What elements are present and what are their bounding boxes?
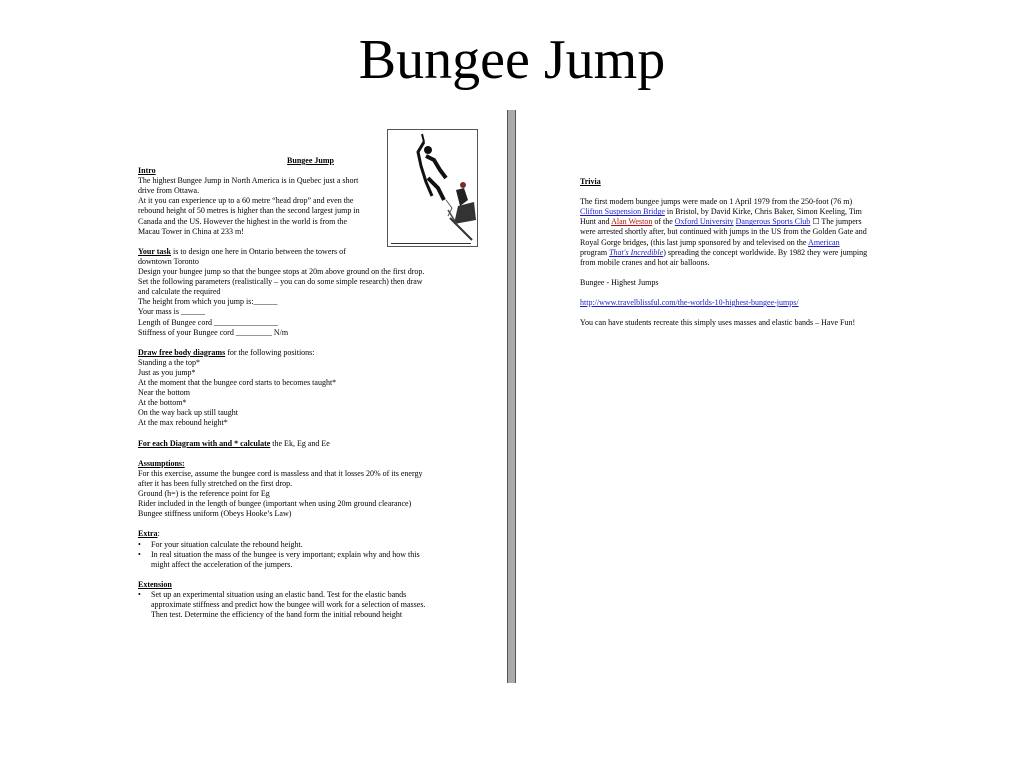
intro-line: rebound height of 50 metres is higher than the second largest jump in	[138, 206, 360, 216]
assumption-line: For this exercise, assume the bungee cord is massless and that it losses 20% of its energy	[138, 468, 423, 478]
trivia-text: ) spreading the concept worldwide. By 1982 they were jumping	[663, 247, 868, 257]
fbd-line: At the max rebound height*	[138, 418, 228, 428]
link-alan-weston[interactable]: Alan Weston	[611, 217, 653, 227]
task-line: Set the following parameters (realistically – you can do some simple research) then draw	[138, 277, 423, 287]
trivia-line: The first modern bungee jumps were made on 1 April 1979 from the 250-foot (76 m)	[580, 197, 853, 207]
fbd-line: At the bottom*	[138, 398, 187, 408]
trivia-text: program	[580, 247, 610, 257]
calc-line	[138, 439, 483, 449]
intro-line: drive from Ottawa.	[138, 186, 200, 196]
right-document-page	[580, 177, 910, 328]
link-dangerous-sports-club[interactable]: Dangerous Sports Club	[735, 217, 811, 227]
trivia-text: Royal Gorge bridges, (this last jump sponsored by and televised on the	[580, 237, 809, 247]
intro-label: Intro	[138, 166, 156, 176]
task-line: Design your bungee jump so that the bungee stops at 20m above ground on the first drop.	[138, 267, 425, 277]
fbd-line: Near the bottom	[138, 388, 190, 398]
page-divider	[507, 110, 516, 683]
trivia-line	[580, 217, 910, 227]
fbd-label: Draw free body diagrams	[138, 347, 226, 357]
doc-heading: Bungee Jump	[287, 156, 334, 165]
intro-line: Canada and the US. However the highest in the world is from the	[138, 216, 348, 226]
task-line	[138, 247, 483, 257]
extension-bullet-item	[138, 590, 483, 620]
fbd-heading	[138, 348, 483, 358]
travelblissful-link[interactable]: http://www.travelblissful.com/the-worlds-10-highest-bungee-jumps/	[580, 298, 799, 308]
assumptions-label: Assumptions:	[138, 458, 185, 468]
link-oxford-university[interactable]: Oxford University	[674, 217, 734, 227]
calc-rest: the Ek, Eg and Ee	[270, 438, 330, 448]
link-thats-incredible[interactable]: That's Incredible	[609, 247, 664, 257]
intro-line: At it you can experience up to a 60 metre “head drop” and even the	[138, 196, 354, 206]
extra-bullet-item	[138, 550, 483, 570]
extra-label: Extra	[138, 529, 158, 539]
link-american[interactable]: American	[808, 237, 840, 247]
trivia-label: Trivia	[580, 177, 601, 186]
task-line-rest: is to design one here in Ontario between the towers of	[170, 246, 346, 256]
fbd-line: On the way back up still taught	[138, 408, 238, 418]
intro-line: The highest Bungee Jump in North America is in Quebec just a short	[138, 176, 359, 186]
intro-line: Macau Tower in China at 233 m!	[138, 226, 244, 236]
task-line: Length of Bungee cord ________________	[138, 317, 278, 327]
closing-line: You can have students recreate this simply uses masses and elastic bands – Have Fun!	[580, 318, 856, 328]
task-label: Your task	[138, 246, 171, 256]
extension-bullet-line: Then test. Determine the efficiency of the band form the initial rebound height	[151, 610, 403, 620]
extra-bullet-line: In real situation the mass of the bungee is very important; explain why and how this	[151, 549, 420, 559]
bullet-glyph: •	[138, 549, 141, 559]
trivia-text: of the	[652, 217, 675, 227]
extra-bullet-item	[138, 540, 483, 550]
left-document-page	[138, 156, 483, 620]
fbd-rest: for the following positions:	[225, 347, 315, 357]
task-line: downtown Toronto	[138, 256, 199, 266]
trivia-line	[580, 248, 910, 258]
trivia-line	[580, 207, 910, 217]
highest-jumps-label: Bungee - Highest Jumps	[580, 277, 659, 287]
task-line: and calculate the required	[138, 287, 221, 297]
bullet-glyph: •	[138, 590, 141, 600]
extra-bullet-line: For your situation calculate the rebound height.	[151, 539, 303, 549]
extra-bullet-line: might affect the acceleration of the jumpers.	[151, 559, 293, 569]
task-line: Stiffness of your Bungee cord _________ N/m	[138, 327, 289, 337]
link-clifton-bridge[interactable]: Clifton Suspension Bridge	[580, 207, 665, 217]
bullet-glyph: •	[138, 539, 141, 549]
task-line: Your mass is ______	[138, 307, 205, 317]
extension-bullet-line: approximate stiffness and predict how the bungee will work for a selection of masses.	[151, 600, 426, 610]
trivia-line: were arrested shortly after, but continued with jumps in the US from the Golden Gate and	[580, 227, 867, 237]
trivia-text: in Bristol, by David Kirke, Chris Baker, Simon Keeling, Tim	[664, 207, 862, 217]
task-line: The height from which you jump is:______	[138, 297, 278, 307]
trivia-line: from mobile cranes and hot air balloons.	[580, 257, 710, 267]
fbd-line: Just as you jump*	[138, 367, 196, 377]
fbd-line: Standing a the top*	[138, 357, 200, 367]
trivia-line	[580, 238, 910, 248]
assumption-line: Rider included in the length of bungee (important when using 20m ground clearance)	[138, 499, 412, 509]
trivia-text: Hunt and	[580, 217, 612, 227]
extension-label: Extension	[138, 579, 172, 589]
slide-title: Bungee Jump	[358, 29, 666, 91]
assumption-line: after it has been fully stretched on the first drop.	[138, 479, 293, 488]
trivia-text: ☐ The jumpers	[810, 217, 862, 227]
assumption-line: Ground (h=) is the reference point for Eg	[138, 489, 270, 499]
extra-colon: :	[157, 529, 160, 539]
fbd-line: At the moment that the bungee cord starts to becomes taught*	[138, 378, 337, 388]
extra-heading	[138, 529, 483, 539]
calc-label: For each Diagram with and * calculate	[138, 438, 271, 448]
extension-bullet-line: Set up an experimental situation using an elastic band. Test for the elastic bands	[151, 590, 407, 600]
assumption-line: Bungee stiffness uniform (Obeys Hooke’s Law)	[138, 509, 292, 519]
